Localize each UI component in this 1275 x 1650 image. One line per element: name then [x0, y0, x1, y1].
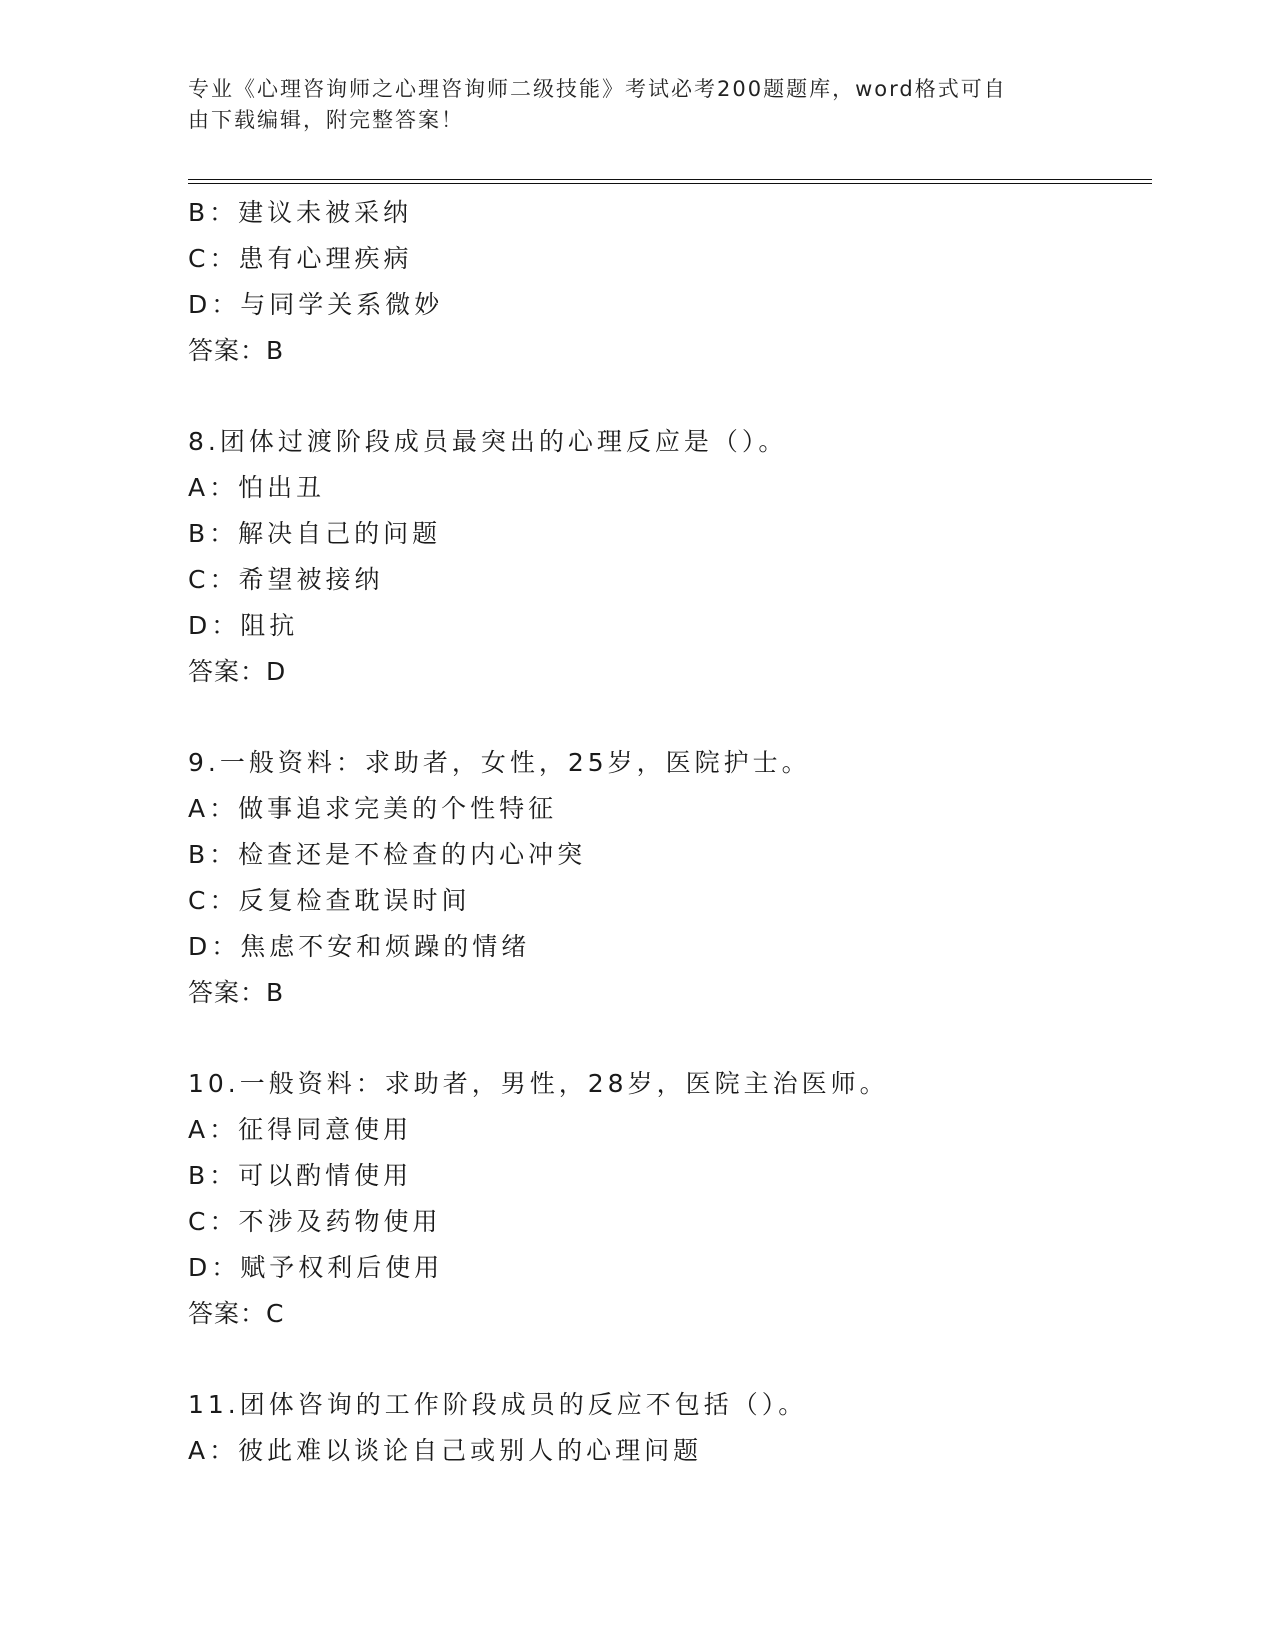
- question-9: [188, 740, 1138, 1016]
- option-c: C：反复检查耽误时间: [188, 886, 471, 915]
- header-line-2: 由下载编辑，附完整答案！: [188, 108, 464, 132]
- option-c: C：希望被接纳: [188, 565, 384, 594]
- header-divider-bottom: [188, 183, 1152, 184]
- option-a: A：征得同意使用: [188, 1115, 413, 1144]
- question-stem: 8.团体过渡阶段成员最突出的心理反应是（）。: [188, 427, 788, 456]
- option-d: D：与同学关系微妙: [188, 290, 444, 319]
- option-c: C：不涉及药物使用: [188, 1207, 442, 1236]
- question-8: [188, 419, 1138, 695]
- question-11: [188, 1382, 1138, 1474]
- answer: 答案：B: [188, 978, 285, 1007]
- option-d: D：阻抗: [188, 611, 299, 640]
- option-b: B：建议未被采纳: [188, 198, 413, 227]
- question-stem: 11.团体咨询的工作阶段成员的反应不包括（）。: [188, 1390, 808, 1419]
- question-stem: 10.一般资料：求助者，男性，28岁，医院主治医师。: [188, 1069, 889, 1098]
- option-d: D：焦虑不安和烦躁的情绪: [188, 932, 531, 961]
- option-a: A：怕出丑: [188, 473, 326, 502]
- answer: 答案：D: [188, 657, 287, 686]
- option-d: D：赋予权利后使用: [188, 1253, 444, 1282]
- option-b: B：可以酌情使用: [188, 1161, 413, 1190]
- answer: 答案：C: [188, 1299, 285, 1328]
- question-list: [188, 190, 1138, 1474]
- header-divider-top: [188, 179, 1152, 180]
- option-c: C：患有心理疾病: [188, 244, 413, 273]
- question-10: [188, 1061, 1138, 1337]
- option-a: A：彼此难以谈论自己或别人的心理问题: [188, 1436, 703, 1465]
- option-b: B：检查还是不检查的内心冲突: [188, 840, 587, 869]
- option-b: B：解决自己的问题: [188, 519, 442, 548]
- header-line-1: 专业《心理咨询师之心理咨询师二级技能》考试必考200题题库，word格式可自: [188, 77, 1007, 101]
- question-7-tail: [188, 190, 1138, 374]
- answer: 答案：B: [188, 336, 285, 365]
- document-header: [188, 74, 1068, 136]
- question-stem: 9.一般资料：求助者，女性，25岁，医院护士。: [188, 748, 811, 777]
- option-a: A：做事追求完美的个性特征: [188, 794, 558, 823]
